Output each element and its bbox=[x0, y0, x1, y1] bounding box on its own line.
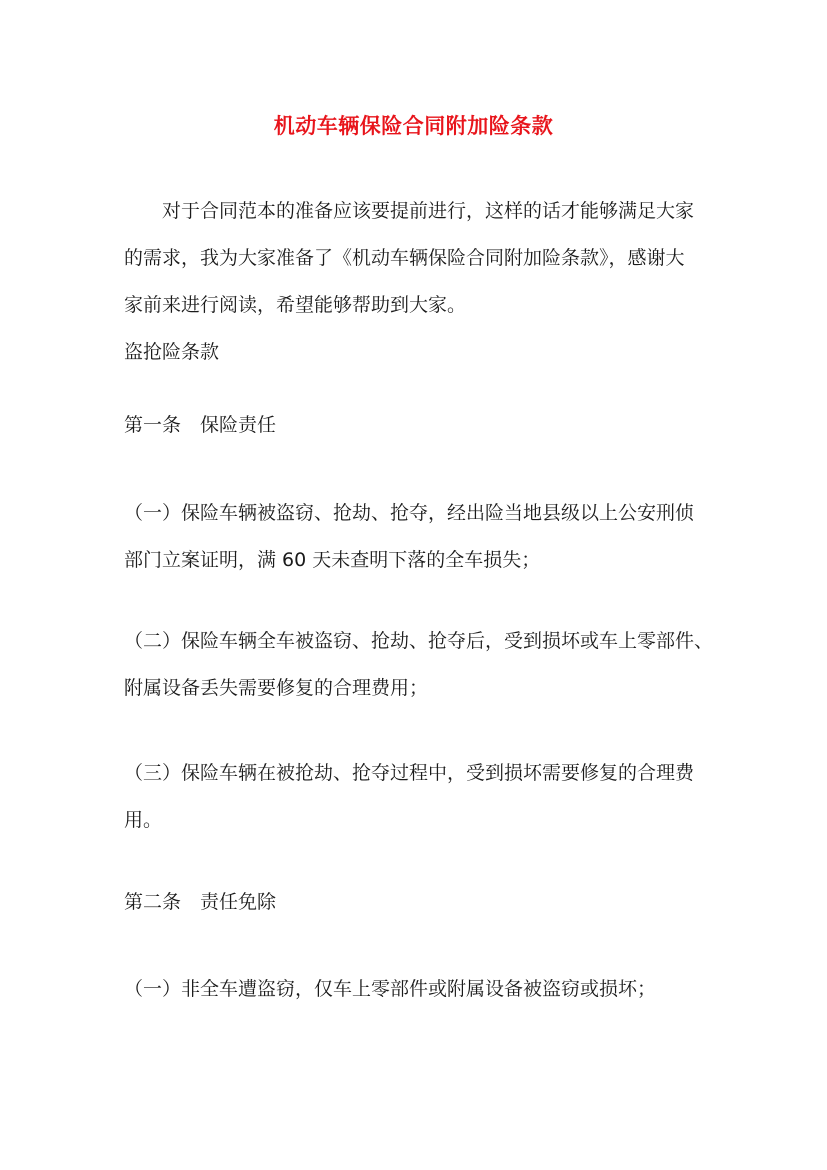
section-heading: 盗抢险条款 bbox=[124, 341, 220, 363]
article-2-item-1 bbox=[124, 966, 714, 1013]
intro-line: 对于合同范本的准备应该要提前进行，这样的话才能够满足大家 bbox=[162, 200, 695, 222]
article-1-item-1 bbox=[124, 490, 714, 584]
intro-line: 家前来进行阅读，希望能够帮助到大家。 bbox=[124, 294, 467, 316]
paragraph-line: 部门立案证明，满 60 天未查明下落的全车损失； bbox=[124, 549, 541, 571]
paragraph-line: （一）非全车遭盗窃，仅车上零部件或附属设备被盗窃或损坏； bbox=[124, 978, 657, 1000]
intro-line: 的需求，我为大家准备了《机动车辆保险合同附加险条款》，感谢大 bbox=[124, 247, 685, 269]
paragraph-line: （一）保险车辆被盗窃、抢劫、抢夺，经出险当地县级以上公安刑侦 bbox=[124, 502, 695, 524]
article-1-heading: 第一条 保险责任 bbox=[124, 414, 277, 436]
paragraph-line: （三）保险车辆在被抢劫、抢夺过程中，受到损坏需要修复的合理费 bbox=[124, 762, 695, 784]
article-2-heading: 第二条 责任免除 bbox=[124, 891, 277, 913]
intro-paragraph bbox=[124, 188, 714, 376]
document-title: 机动车辆保险合同附加险条款 bbox=[273, 114, 554, 138]
paragraph-line: （二）保险车辆全车被盗窃、抢劫、抢夺后，受到损坏或车上零部件、 bbox=[124, 630, 714, 652]
article-1-item-3 bbox=[124, 750, 714, 844]
paragraph-line: 用。 bbox=[124, 809, 163, 831]
article-1-item-2 bbox=[124, 618, 714, 712]
paragraph-line: 附属设备丢失需要修复的合理费用； bbox=[124, 677, 429, 699]
